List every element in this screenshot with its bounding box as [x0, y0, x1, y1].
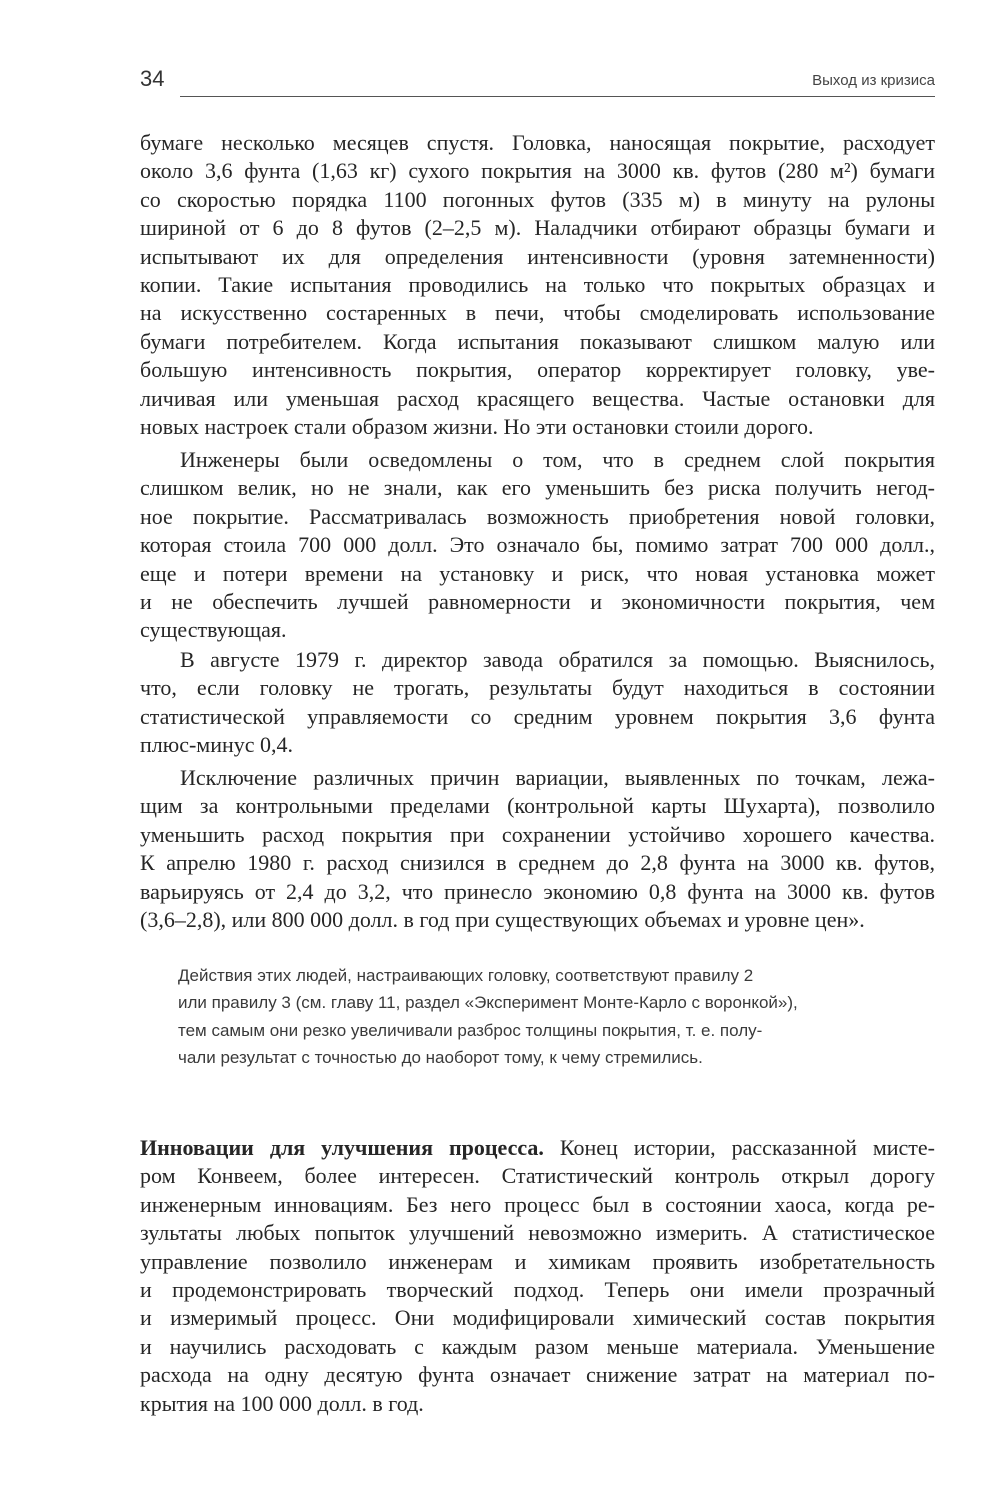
text-line: со скоростью порядка 1100 погонных футов (335 м) в минуту на рулоны — [140, 186, 935, 212]
paragraph — [140, 646, 935, 760]
text-line: бумаги потребителем. Когда испытания показывают слишком малую или — [140, 328, 935, 354]
text-line: бумаге несколько месяцев спустя. Головка, наносящая покрытие, расходует — [140, 130, 935, 155]
text-line: еще и потери времени на установку и риск, что новая установка может — [140, 560, 935, 586]
text-line — [140, 1134, 935, 1162]
text-line: и научились расходовать с каждым разом меньше материала. Уменьшение — [140, 1333, 935, 1359]
paragraph-innovations — [140, 1134, 935, 1418]
note-block — [178, 962, 838, 1071]
text-line: существующая. — [140, 617, 287, 643]
text-line: уменьшить расход покрытия при сохранении устойчиво хорошего качества. — [140, 821, 935, 847]
run-in-heading: Инновации для улучшения процесса. — [140, 1135, 544, 1160]
text-line: К апрелю 1980 г. расход снизился в среднем до 2,8 фунта на 3000 кв. футов, — [140, 850, 935, 876]
text-line: слишком велик, но не знали, как его уменьшить без риска получить негод- — [140, 475, 935, 501]
text-line: ром Конвеем, более интересен. Статистический контроль открыл дорогу — [140, 1163, 935, 1189]
text-line: тем самым они резко увеличивали разброс толщины покрытия, т. е. полу- — [178, 1020, 763, 1040]
text-line: и не обеспечить лучшей равномерности и экономичности покрытия, чем — [140, 588, 935, 614]
text-line: крытия на 100 000 долл. в год. — [140, 1390, 424, 1416]
paragraph — [140, 446, 935, 645]
text-line: или правилу 3 (см. главу 11, раздел «Эксперимент Монте-Карло с воронкой»), — [178, 993, 798, 1013]
text-run: Конец истории, рассказанной мисте- — [543, 1135, 935, 1160]
text-line: новых настроек стали образом жизни. Но эти остановки стоили дорого. — [140, 413, 814, 439]
text-line: плюс-минус 0,4. — [140, 732, 294, 758]
text-line: управление позволило инженерам и химикам проявить изобретательность — [140, 1248, 935, 1274]
text-line: и измеримый процесс. Они модифицировали химический состав покрытия — [140, 1305, 935, 1331]
text-line: Действия этих людей, настраивающих головку, соответствуют правилу 2 — [178, 966, 754, 985]
text-line: Инженеры были осведомлены о том, что в среднем слой покрытия — [180, 447, 935, 472]
text-line: личивая или уменьшая расход красящего вещества. Частые остановки для — [140, 385, 935, 411]
text-line: щим за контрольными пределами (контрольной карты Шухарта), позволило — [140, 793, 935, 819]
text-line: на искусственно состаренных в печи, чтобы смоделировать использование — [140, 300, 935, 326]
text-line: копии. Такие испытания проводились на только что покрытых образцах и — [140, 271, 935, 297]
text-line: большую интенсивность покрытия, оператор корректирует головку, уве- — [140, 357, 935, 383]
text-line: инженерным инновациям. Без него процесс был в состоянии хаоса, когда ре- — [140, 1191, 935, 1217]
header-rule — [180, 96, 935, 97]
text-line: расхода на одну десятую фунта означает снижение затрат на материал по- — [140, 1362, 935, 1388]
text-line: что, если головку не трогать, результаты будут находиться в состоянии — [140, 675, 935, 701]
text-line: ное покрытие. Рассматривалась возможность приобретения новой головки, — [140, 503, 935, 529]
text-line: чали результат с точностью до наоборот тому, к чему стремились. — [178, 1047, 703, 1067]
text-line: Исключение различных причин вариации, выявленных по точкам, лежа- — [180, 765, 935, 790]
text-line: которая стоила 700 000 долл. Это означало бы, помимо затрат 700 000 долл., — [140, 532, 935, 558]
text-line: около 3,6 фунта (1,63 кг) сухого покрытия на 3000 кв. футов (280 м²) бумаги — [140, 158, 935, 184]
paragraph — [140, 129, 935, 441]
page-number: 34 — [140, 66, 165, 91]
text-line: (3,6–2,8), или 800 000 долл. в год при существующих объемах и уровне цен». — [140, 906, 865, 932]
paragraph — [140, 764, 935, 934]
text-line: испытывают их для определения интенсивности (уровня затемненности) — [140, 243, 935, 269]
text-line: В августе 1979 г. директор завода обратился за помощью. Выяснилось, — [180, 647, 935, 672]
text-line: зультаты любых попыток улучшений невозможно измерить. А статистическое — [140, 1220, 935, 1246]
text-line: шириной от 6 до 8 футов (2–2,5 м). Наладчики отбирают образцы бумаги и — [140, 215, 935, 241]
text-line: варьируясь от 2,4 до 3,2, что принесло экономию 0,8 фунта на 3000 кв. футов — [140, 878, 935, 904]
text-line: статистической управляемости со средним уровнем покрытия 3,6 фунта — [140, 703, 935, 729]
running-title: Выход из кризиса — [812, 72, 935, 89]
text-line: и продемонстрировать творческий подход. Теперь они имели прозрачный — [140, 1276, 935, 1302]
